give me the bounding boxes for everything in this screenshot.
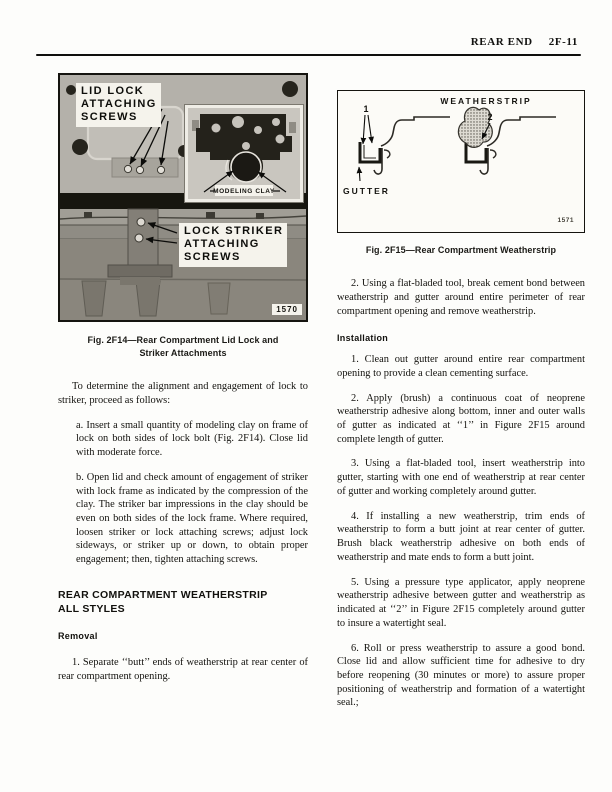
lid-lock-label bbox=[76, 83, 161, 127]
gutter-cross-section bbox=[360, 117, 450, 174]
install-step-2: 2. Apply (brush) a continuous coat of neoprene weatherstrip adhesive along bottom, inner and outer walls of gutter as indicated at ‘‘1’’ in Figure 2F15 around complete length of gutter. bbox=[337, 392, 585, 445]
lid-lock-plate bbox=[112, 158, 178, 177]
panel-hole bbox=[72, 139, 88, 155]
install-step-1: 1. Clean out gutter around entire rear compartment opening to provide a clean cementing surface. bbox=[337, 354, 585, 379]
install-step-3: 3. Using a flat-bladed tool, insert weatherstrip into gutter, starting with one end of weatherstrip at rear center of gutter and working completely around gutter. bbox=[337, 458, 585, 497]
striker-screw bbox=[137, 218, 145, 226]
install-step-6: 6. Roll or press weatherstrip to assure a good bond. Close lid and allow sufficient time for adhesive to dry before reopening (30 minutes or more) to assure proper positioning of weatherstrip and formation of a watertight seal.; bbox=[337, 642, 585, 709]
paragraph-step-b: b. Open lid and check amount of engagement of striker with lock frame as indicated by the compression of the clay. The striker bar impressions in the clay should be even on both sides of the lock frame. Where required, loosen striker or lock attaching screws; adjust lock sideways, or striker up or down, to obtain proper engagement; then, tighten attaching screws. bbox=[76, 471, 308, 566]
lock-hole bbox=[242, 142, 250, 150]
lock-striker-label-line: SCREWS bbox=[184, 251, 241, 264]
weatherstrip-label: WEATHERSTRIP bbox=[440, 96, 532, 106]
caption-line: Fig. 2F14—Rear Compartment Lid Lock and bbox=[87, 335, 279, 345]
clip bbox=[289, 122, 296, 133]
figure-id: 1571 bbox=[557, 217, 574, 224]
caption-line: Striker Attachments bbox=[139, 348, 227, 359]
section-heading-line: REAR COMPARTMENT WEATHERSTRIP bbox=[58, 588, 268, 601]
figure-2f14-photo bbox=[58, 73, 308, 322]
removal-heading: Removal bbox=[58, 631, 98, 642]
section-title: REAR END bbox=[470, 36, 533, 48]
figure-2f15-drawing bbox=[337, 90, 585, 233]
modeling-clay-ball bbox=[231, 152, 261, 182]
lid-lock-screw bbox=[136, 166, 143, 173]
striker-foot bbox=[108, 265, 172, 277]
left-column bbox=[58, 73, 308, 683]
lid-lock-label-line: ATTACHING bbox=[81, 98, 157, 111]
paragraph-lock-intro: To determine the alignment and engagement of lock to striker, proceed as follows: bbox=[58, 381, 308, 406]
lid-lock-label-line: LID LOCK bbox=[81, 85, 145, 97]
panel-hole bbox=[66, 85, 76, 95]
lid-lock-screw bbox=[157, 166, 164, 173]
removal-step-1: 1. Separate ‘‘butt’’ ends of weatherstrip at rear center of rear compartment opening. bbox=[58, 656, 308, 682]
callout-2: 2 bbox=[487, 112, 493, 122]
right-column bbox=[337, 90, 585, 710]
header-rule bbox=[36, 54, 581, 56]
modeling-clay-label: MODELING CLAY bbox=[213, 188, 275, 195]
paragraph-step-a: a. Insert a small quantity of modeling clay on frame of lock on both sides of lock bolt (Fig. 2F14). Close lid with moderate force. bbox=[76, 419, 308, 459]
page-header bbox=[471, 36, 578, 48]
lock-hole bbox=[212, 124, 221, 133]
gutter-label: GUTTER bbox=[343, 186, 390, 196]
lock-hole bbox=[276, 135, 285, 144]
lock-striker-label-line: ATTACHING bbox=[184, 238, 260, 251]
lock-hole bbox=[254, 126, 262, 134]
photo-id-badge: 1570 bbox=[272, 304, 302, 315]
figure-2f15-caption: Fig. 2F15—Rear Compartment Weatherstrip bbox=[365, 245, 557, 255]
lid-lock-screw bbox=[124, 165, 131, 172]
lock-striker-label bbox=[179, 223, 287, 267]
striker-screw bbox=[135, 234, 143, 242]
lock-hole bbox=[232, 116, 244, 128]
body-rib bbox=[208, 283, 230, 314]
clip bbox=[206, 212, 215, 218]
section-heading-line: ALL STYLES bbox=[58, 602, 125, 615]
body-rib bbox=[82, 281, 106, 316]
installation-heading: Installation bbox=[337, 333, 389, 344]
clip bbox=[84, 212, 92, 218]
inset-artwork bbox=[188, 108, 300, 199]
install-step-5: 5. Using a pressure type applicator, apply neoprene weatherstrip adhesive between gutter and weatherstrip as indicated at ‘‘2’’ in Figure 2F15 completely around gutter to insure a watertight seal. bbox=[337, 576, 585, 629]
figure-2f14-caption bbox=[58, 334, 308, 360]
section-heading-weatherstrip bbox=[58, 589, 308, 616]
install-step-4: 4. If installing a new weatherstrip, trim ends of weatherstrip to form a butt joint at rear center of gutter. Brush black weatherstrip adhesive on both ends of weatherstrip and mate ends to form a butt joint. bbox=[337, 510, 585, 563]
body-rib bbox=[136, 281, 160, 316]
inset-photo-lock bbox=[185, 105, 303, 202]
page-number: 2F-11 bbox=[548, 36, 578, 48]
striker-foot-step bbox=[120, 277, 160, 285]
lid-lock-label-line: SCREWS bbox=[81, 111, 138, 124]
callout-1: 1 bbox=[363, 104, 369, 114]
lock-striker-label-line: LOCK STRIKER bbox=[184, 225, 284, 237]
removal-step-2: 2. Using a flat-bladed tool, break cement bond between weatherstrip and gutter around entire perimeter of rear compartment opening and remove weatherstrip. bbox=[337, 278, 585, 317]
clip bbox=[256, 213, 264, 219]
body-groove bbox=[60, 279, 306, 280]
lock-hole bbox=[272, 118, 280, 126]
panel-hole bbox=[282, 81, 298, 97]
weatherstrip-diagram bbox=[338, 91, 582, 230]
